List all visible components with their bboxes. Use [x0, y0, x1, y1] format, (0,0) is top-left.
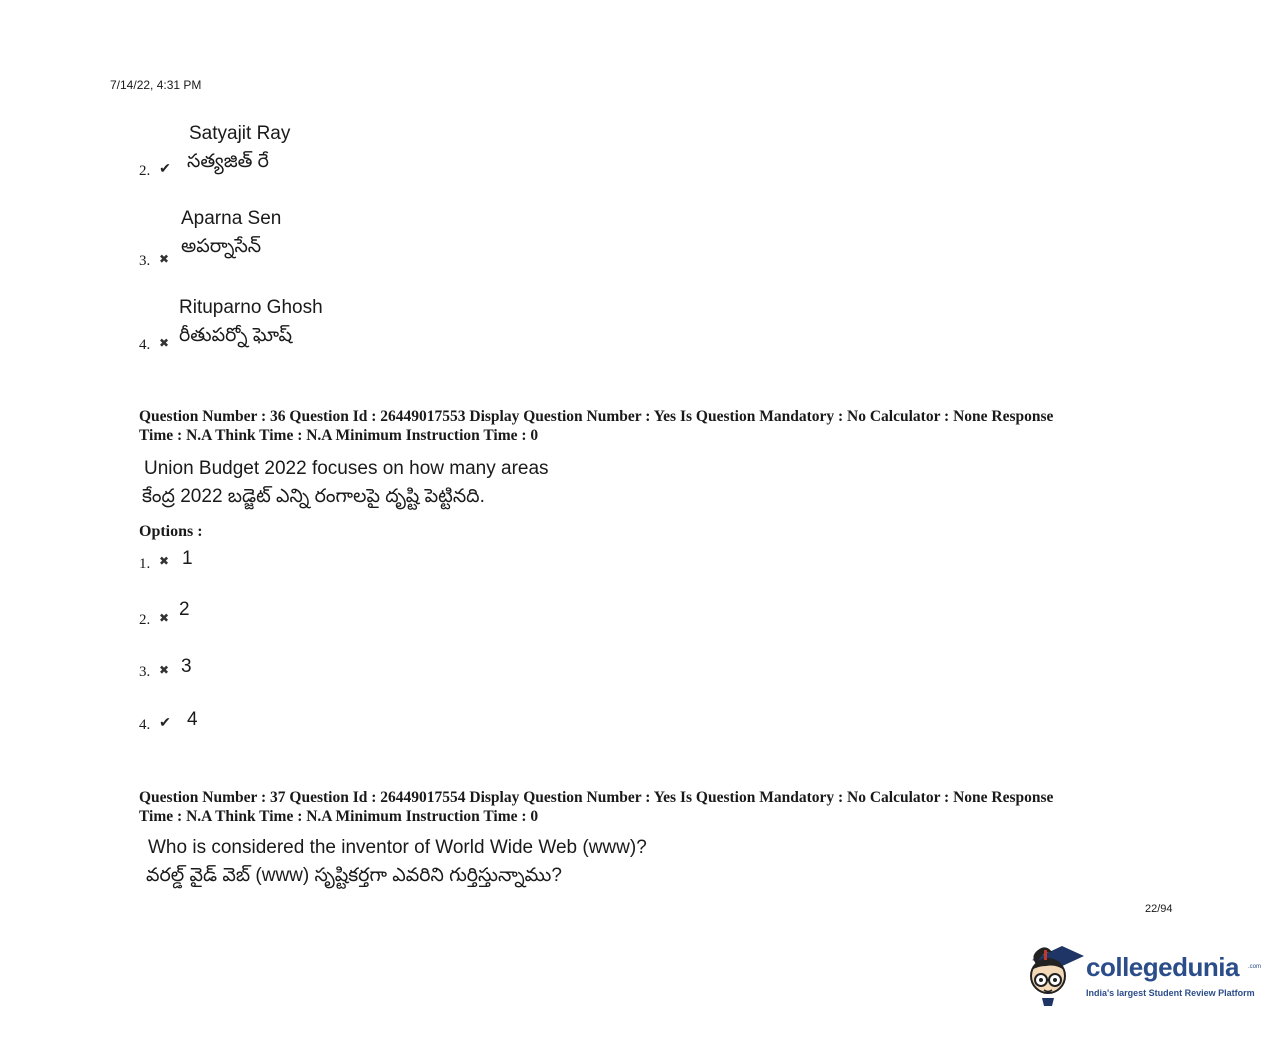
option-2-english: Satyajit Ray — [189, 123, 291, 144]
wrong-cross-icon: ✖ — [158, 252, 170, 266]
mascot-graduate-icon — [1022, 938, 1084, 1008]
question-37-meta-line2: Time : N.A Think Time : N.A Minimum Instruction Time : 0 — [139, 808, 539, 825]
question-36-meta — [139, 407, 1149, 445]
collegedunia-logo — [1022, 938, 1262, 1008]
wrong-cross-icon: ✖ — [158, 554, 170, 568]
logo-tagline: India's largest Student Review Platform — [1086, 988, 1255, 998]
question-37-text-english: Who is considered the inventor of World Wide Web (www)? — [148, 837, 647, 858]
options-label: Options : — [139, 523, 203, 540]
option-4-number: 4. — [139, 337, 151, 353]
question-37-meta-line1: Question Number : 37 Question Id : 26449017554 Display Question Number : Yes Is Question Mandatory : No Calculator : None Response — [139, 789, 1054, 806]
option-3-telugu: అపర్నాసేన్ — [181, 236, 262, 257]
question-37-text-telugu: వరల్డ్ వైడ్ వెబ్ (www) సృష్టికర్తగా ఎవరిని గుర్తిస్తున్నాము? — [146, 865, 562, 886]
q36-option-4-value: 4 — [187, 709, 198, 730]
logo-wordmark: collegedunia — [1086, 952, 1239, 982]
option-3-number: 3. — [139, 253, 151, 269]
q36-option-1-number: 1. — [139, 556, 151, 572]
wrong-cross-icon: ✖ — [158, 336, 170, 350]
question-36-text-english: Union Budget 2022 focuses on how many areas — [144, 458, 549, 479]
option-2-telugu: సత్యజిత్ రే — [187, 151, 269, 172]
question-36-meta-line2: Time : N.A Think Time : N.A Minimum Instruction Time : 0 — [139, 427, 539, 444]
q36-option-3-number: 3. — [139, 664, 151, 680]
q36-option-1-value: 1 — [182, 548, 193, 569]
print-timestamp: 7/14/22, 4:31 PM — [110, 78, 202, 92]
option-4-telugu: రీతుపర్నో ఘోష్ — [179, 325, 293, 346]
question-36-meta-line1: Question Number : 36 Question Id : 26449017553 Display Question Number : Yes Is Question Mandatory : No Calculator : None Response — [139, 408, 1054, 425]
option-3-english: Aparna Sen — [181, 208, 282, 229]
wrong-cross-icon: ✖ — [158, 663, 170, 677]
q36-option-2-value: 2 — [179, 599, 190, 620]
q36-option-2-number: 2. — [139, 612, 151, 628]
question-36-text-telugu: కేంద్ర 2022 బడ్జెట్ ఎన్ని రంగాలపై దృష్టి పెట్టినది. — [142, 486, 485, 507]
correct-check-icon: ✔ — [159, 714, 171, 730]
question-37-meta — [139, 788, 1149, 826]
wrong-cross-icon: ✖ — [158, 611, 170, 625]
logo-domain-suffix: .com — [1248, 964, 1262, 970]
option-2-number: 2. — [139, 163, 151, 179]
option-4-english: Rituparno Ghosh — [179, 297, 323, 318]
q36-option-4-number: 4. — [139, 717, 151, 733]
page-number: 22/94 — [1145, 903, 1173, 915]
correct-check-icon: ✔ — [159, 160, 171, 176]
q36-option-3-value: 3 — [181, 656, 192, 677]
